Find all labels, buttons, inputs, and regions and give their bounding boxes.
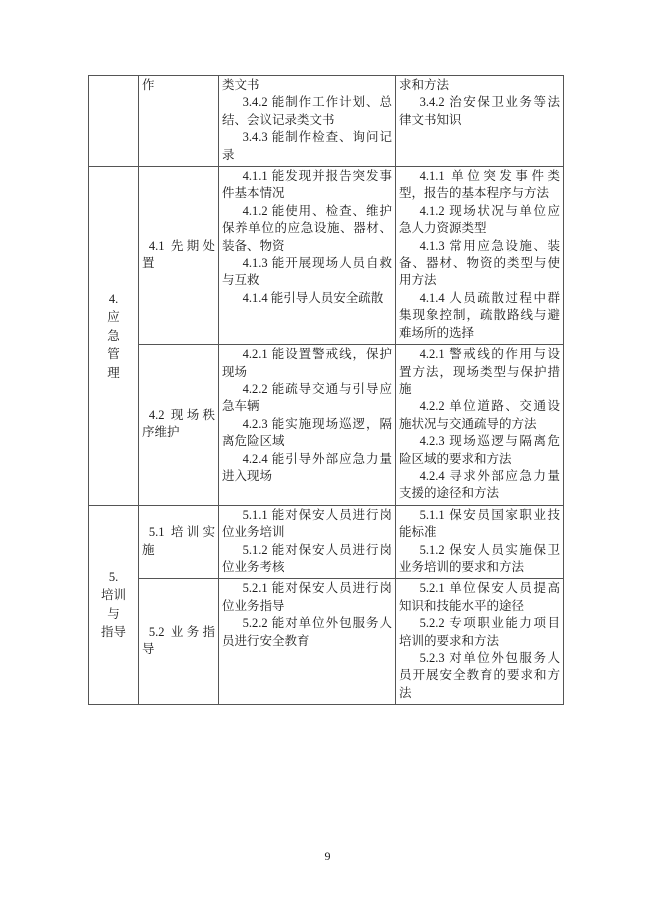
category-line: 急	[107, 328, 120, 343]
occupational-skill-table	[88, 75, 564, 705]
knowledge-item: 4.1.3 常用应急设施、装备、器材、物资的类型与使用方法	[399, 238, 560, 288]
skills-cell	[219, 505, 396, 579]
knowledge-cell	[396, 76, 564, 167]
table-row	[89, 345, 564, 506]
knowledge-cell	[396, 505, 564, 579]
category-line: 培训	[100, 588, 126, 603]
skills-cell	[219, 345, 396, 506]
category-cell-empty	[89, 76, 139, 167]
knowledge-item: 5.2.3 对单位外包服务人员开展安全教育的要求和方法	[399, 651, 560, 700]
knowledge-item: 4.1.2 现场状况与单位应急人力资源类型	[399, 203, 560, 236]
subcategory-label: 5.1 培训实施	[142, 525, 215, 557]
subcategory-cell	[139, 579, 219, 705]
knowledge-item: 4.2.1 警戒线的作用与设置方法，现场类型与保护措施	[399, 347, 560, 396]
skill-item: 4.1.1 能发现并报告突发事件基本情况	[222, 169, 392, 201]
table-row	[89, 505, 564, 579]
knowledge-cell	[396, 345, 564, 506]
skill-item: 5.1.2 能对保安人员进行岗位业务考核	[222, 542, 392, 574]
knowledge-item: 4.2.4 寻求外部应急力量支援的途径和方法	[399, 468, 560, 501]
knowledge-cell	[396, 579, 564, 705]
subcategory-cell	[139, 505, 219, 579]
skill-item: 4.1.2 能使用、检查、维护保养单位的应急设施、器材、装备、物资	[222, 203, 392, 253]
category-line: 与	[107, 606, 120, 621]
knowledge-item: 3.4.2 治安保卫业务等法律文书知识	[399, 95, 560, 127]
subcategory-label: 5.2 业务指导	[142, 624, 215, 657]
knowledge-item: 5.2.2 专项职业能力项目培训的要求和方法	[399, 616, 560, 648]
skill-item: 4.2.3 能实施现场巡逻，隔离危险区域	[222, 416, 392, 449]
subcategory-label: 4.2 现场秩序维护	[142, 408, 215, 440]
skill-item: 3.4.3 能制作检查、询问记录	[222, 130, 392, 162]
skill-item: 4.2.4 能引导外部应急力量进入现场	[222, 451, 392, 483]
subcategory-cell	[139, 76, 219, 167]
category-cell-training-guidance	[89, 505, 139, 704]
table-row	[89, 579, 564, 705]
category-line: 管	[107, 347, 120, 362]
knowledge-item: 4.1.4 人员疏散过程中群集现象控制，疏散路线与避难场所的选择	[399, 290, 560, 340]
skill-item: 4.2.2 能疏导交通与引导应急车辆	[222, 381, 392, 414]
category-line: 指导	[100, 625, 126, 640]
skill-item: 类文书	[222, 78, 260, 92]
skill-item: 4.1.3 能开展现场人员自救与互救	[222, 256, 392, 288]
skill-item: 5.1.1 能对保安人员进行岗位业务培训	[222, 507, 392, 540]
skill-item: 3.4.2 能制作工作计划、总结、会议记录类文书	[222, 95, 392, 127]
knowledge-item: 5.1.2 保安人员实施保卫业务培训的要求和方法	[399, 542, 560, 574]
knowledge-item: 4.2.2 单位道路、交通设施状况与交通疏导的方法	[399, 399, 560, 431]
skill-item: 4.2.1 能设置警戒线，保护现场	[222, 347, 392, 379]
skill-item: 5.2.1 能对保安人员进行岗位业务指导	[222, 581, 392, 613]
knowledge-item: 5.2.1 单位保安人员提高知识和技能水平的途径	[399, 581, 560, 613]
skill-item: 5.2.2 能对单位外包服务人员进行安全教育	[222, 616, 392, 648]
knowledge-cell	[396, 167, 564, 345]
knowledge-item: 4.2.3 现场巡逻与隔离危险区域的要求和方法	[399, 434, 560, 466]
knowledge-item: 5.1.1 保安员国家职业技能标准	[399, 507, 560, 540]
skill-item: 4.1.4 能引导人员安全疏散	[242, 290, 384, 305]
category-line: 5.	[108, 569, 119, 584]
skills-cell	[219, 167, 396, 345]
knowledge-item: 求和方法	[399, 78, 450, 92]
category-line: 理	[107, 365, 120, 380]
knowledge-item: 4.1.1 单位突发事件类型，报告的基本程序与方法	[399, 169, 560, 201]
table-row	[89, 76, 564, 167]
subcategory-cell	[139, 345, 219, 506]
subcategory-label: 作	[142, 78, 155, 92]
category-cell-emergency-management	[89, 167, 139, 506]
skills-cell	[219, 579, 396, 705]
category-line: 4.	[108, 291, 119, 306]
subcategory-label: 4.1 先期处置	[142, 238, 215, 271]
skills-cell	[219, 76, 396, 167]
subcategory-cell	[139, 167, 219, 345]
category-line: 应	[107, 310, 120, 325]
page-number: 9	[324, 849, 331, 863]
table-row	[89, 167, 564, 345]
